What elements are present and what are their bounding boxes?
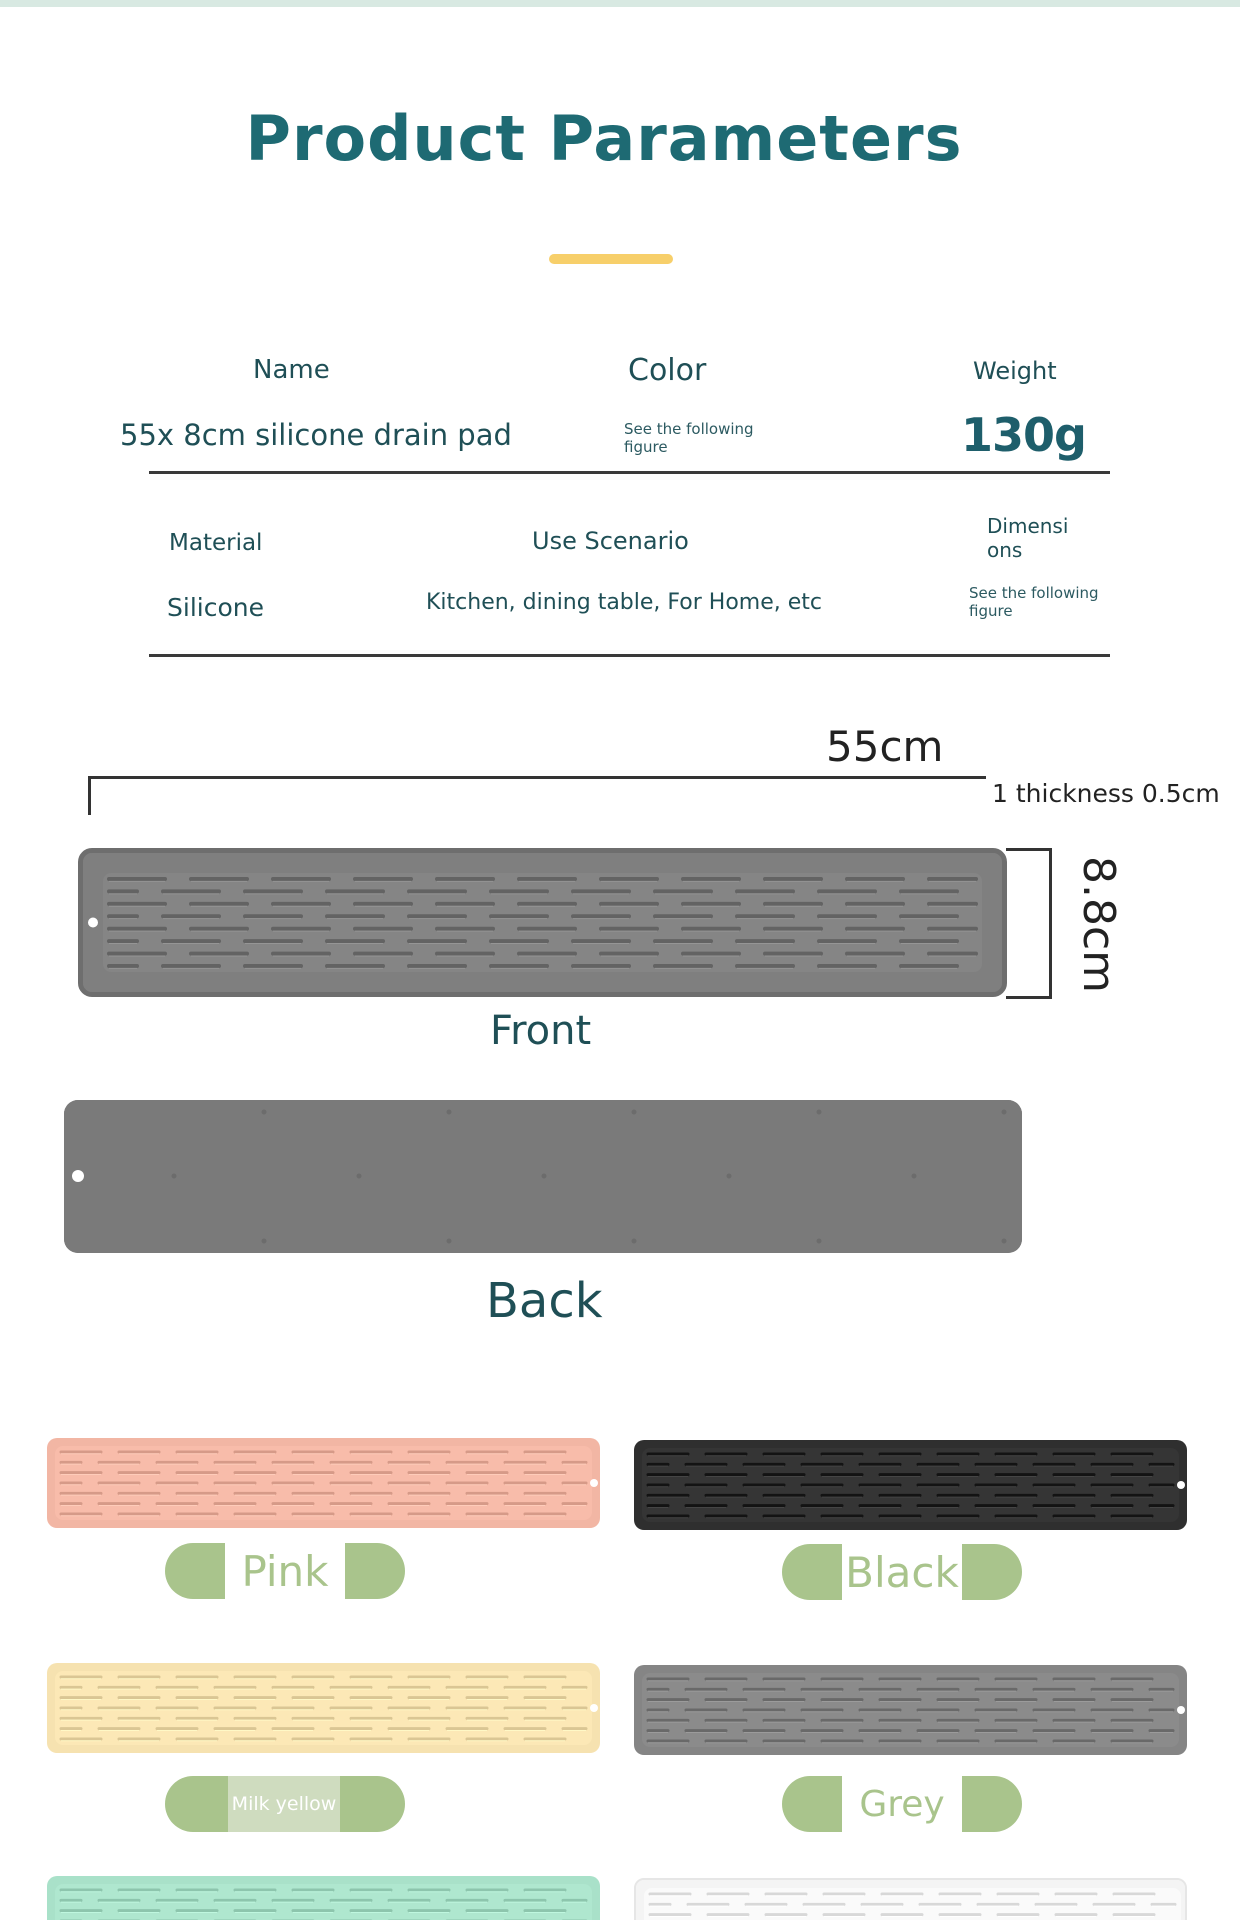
scenario-value: Kitchen, dining table, For Home, etc xyxy=(426,590,822,615)
table-divider-1 xyxy=(149,471,1110,474)
tag-cap-right xyxy=(962,1544,1022,1600)
name-value: 55x 8cm silicone drain pad xyxy=(120,418,512,452)
color-value: See the following figure xyxy=(624,420,754,456)
width-dimension: 8.8cm xyxy=(1073,856,1124,994)
front-pad-image xyxy=(78,848,1007,997)
width-line xyxy=(1049,848,1052,999)
weight-value: 130g xyxy=(961,408,1086,462)
tag-cap-right xyxy=(340,1776,405,1832)
top-accent-bar xyxy=(0,0,1240,7)
color-tag-label: Milk yellow xyxy=(228,1776,340,1832)
page-title: Product Parameters xyxy=(245,102,963,175)
tag-cap-left xyxy=(782,1544,842,1600)
color-swatch-black xyxy=(634,1440,1187,1530)
color-tag-label: Pink xyxy=(241,1546,329,1596)
length-line xyxy=(88,776,986,779)
back-pad-image xyxy=(64,1100,1022,1253)
color-swatch-mint xyxy=(47,1876,600,1920)
width-line-top xyxy=(1006,848,1052,851)
color-tag-milk-yellow[interactable] xyxy=(165,1776,405,1832)
width-line-bottom xyxy=(1006,996,1052,999)
material-label: Material xyxy=(169,530,263,556)
color-tag-grey[interactable] xyxy=(782,1776,1022,1832)
name-label: Name xyxy=(253,355,330,385)
color-tag-label: Grey xyxy=(859,1783,945,1825)
thickness-dimension: 1 thickness 0.5cm xyxy=(992,779,1220,808)
length-line-tick xyxy=(88,776,91,815)
tag-cap-left xyxy=(165,1543,225,1599)
color-swatch-grey xyxy=(634,1665,1187,1755)
scenario-label: Use Scenario xyxy=(532,527,689,555)
weight-label: Weight xyxy=(973,357,1057,385)
color-label: Color xyxy=(628,353,707,388)
material-value: Silicone xyxy=(167,593,264,622)
tag-cap-left xyxy=(782,1776,842,1832)
title-underline xyxy=(549,254,673,264)
dimensions-value: See the following figure xyxy=(969,584,1099,620)
color-tag-black[interactable] xyxy=(782,1544,1022,1600)
tag-cap-left xyxy=(165,1776,228,1832)
table-divider-2 xyxy=(149,654,1110,657)
front-label: Front xyxy=(490,1008,592,1054)
back-label: Back xyxy=(486,1273,603,1329)
color-swatch-white xyxy=(634,1878,1187,1920)
length-dimension: 55cm xyxy=(826,722,944,771)
dimensions-label: Dimensi ons xyxy=(987,514,1069,562)
color-tag-label: Black xyxy=(845,1547,959,1597)
color-swatch-milk-yellow xyxy=(47,1663,600,1753)
tag-cap-right xyxy=(962,1776,1022,1832)
color-tag-pink[interactable] xyxy=(165,1543,405,1599)
color-swatch-pink xyxy=(47,1438,600,1528)
tag-cap-right xyxy=(345,1543,405,1599)
